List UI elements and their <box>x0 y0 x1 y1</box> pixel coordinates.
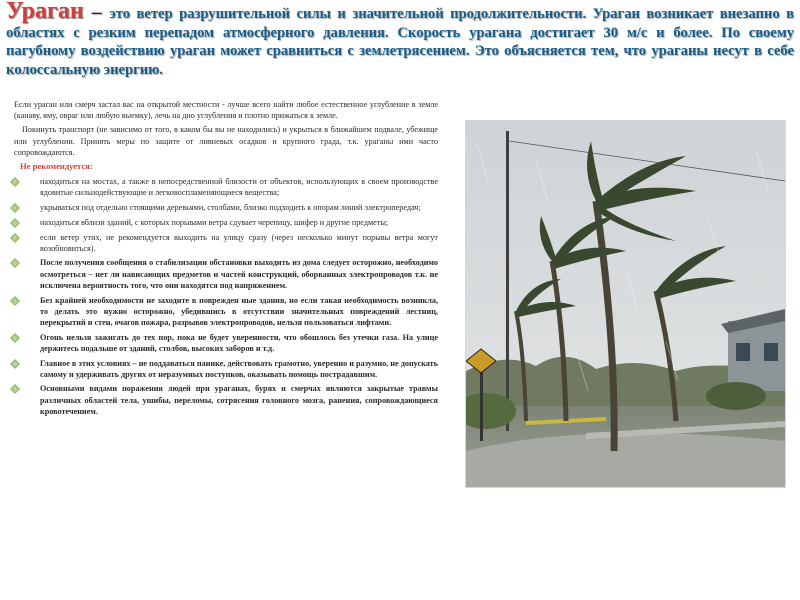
header-dash: – <box>83 1 110 23</box>
not-recommended-label: Не рекомендуется: <box>20 161 93 172</box>
hurricane-photo <box>465 120 786 488</box>
list-item-text: укрываться под отдельно стоящими деревьями, столбами, близко подходить к опорам линий электропередач; <box>40 203 421 213</box>
list-item-text: Основными видами поражения людей при ураганах, бурях и смерчах являются закрытые травмы различных областей тела, ушибы, переломы, сотрясения головного мозга, ранения, сопровождающиеся кровотечением. <box>40 384 438 416</box>
bullet-icon <box>10 203 20 213</box>
hurricane-photo-illustration <box>466 121 785 487</box>
list-item <box>10 257 438 291</box>
header-description: это ветер разрушительной силы и значительной продолжительности. Ураган возникает внезапно в областях с резким перепадом атмосферного давления. Скорость урагана достигает 30 м/с и более. По своему пагубному воздействию ураган может сравниться с землетрясением. Это объясняется тем, что ураганы несут в себе колоссальную энергию. <box>6 6 794 78</box>
list-item <box>10 217 438 228</box>
bullet-icon <box>10 359 20 369</box>
list-item <box>10 295 438 329</box>
bullet-icon <box>10 258 20 268</box>
bullet-icon <box>10 296 20 306</box>
list-item-text: Главное в этих условиях – не поддаваться панике, действовать грамотно, уверенно и разумно, не допускать самому и удерживать других от неразумных поступков, оказывать помощь пострадавшим. <box>40 358 438 379</box>
list-item <box>10 202 438 213</box>
list-item <box>10 358 438 380</box>
advice-list <box>10 176 438 417</box>
list-item-text: Огонь нельзя зажигать до тех пор, пока не будет уверенности, что обошлось без утечки газа. На улице держитесь подальше от зданий, столбов, высоких заборов и т.д. <box>40 332 438 353</box>
list-item-text: если ветер утих, не рекомендуется выходить на улицу сразу (через несколько минут порывы ветра могут возобновиться). <box>40 232 438 253</box>
list-item <box>10 332 438 354</box>
instructions-column <box>10 99 438 421</box>
header-paragraph <box>6 2 794 79</box>
bullet-icon <box>10 384 20 394</box>
list-item <box>10 232 438 254</box>
bullet-icon <box>10 218 20 228</box>
bullet-icon <box>10 177 20 187</box>
intro-paragraph-2: Покинуть транспорт (не зависимо от того, в каком бы вы не находились) и укрыться в ближайшем подвале, убежище или углублении. Принять меры по защите от ливневых осадков и крупного града, т.к. ураганы ими часто сопровождаются. <box>14 125 438 157</box>
list-item-text: После получения сообщения о стабилизации обстановки выходить из дома следует осторожно, необходимо осмотреться – нет ли нависающих предметов и частей конструкций, оборванных электропроводов т.к. не исключена вероятность того, что они находятся под напряжением. <box>40 258 438 290</box>
list-item <box>10 176 438 198</box>
list-item-text: находиться вблизи зданий, с которых порывами ветра сдувает черепицу, шифер и другие предметы; <box>40 217 389 227</box>
list-item <box>10 383 438 417</box>
list-item-text: Без крайней необходимости не заходите в поврежден ные здания, но если такая необходимость возникла, то делать это нужно осторожно, убедившись в отсутствии значительных повреждений лестниц, перекрытий и стен, очагов пожара, разрывов электропроводов, нельзя пользоваться лифтами. <box>40 295 438 327</box>
slide-header-area <box>0 0 800 97</box>
list-item-text: находиться на мостах, а также в непосредственной близости от объектов, использующих в своем производстве ядовитые сильнодействующие и легковоспламеняющиеся вещества; <box>40 177 438 198</box>
bullet-icon <box>10 233 20 243</box>
header-title: Ураган <box>6 0 84 24</box>
bullet-icon <box>10 333 20 343</box>
intro-paragraph-1: Если ураган или смерч застал вас на открытой местности - лучше всего найти любое естественное углубление в земле (канаву, яму, овраг или любую выемку), лечь на дно углубления и плотно прижаться к земле. <box>14 100 438 121</box>
